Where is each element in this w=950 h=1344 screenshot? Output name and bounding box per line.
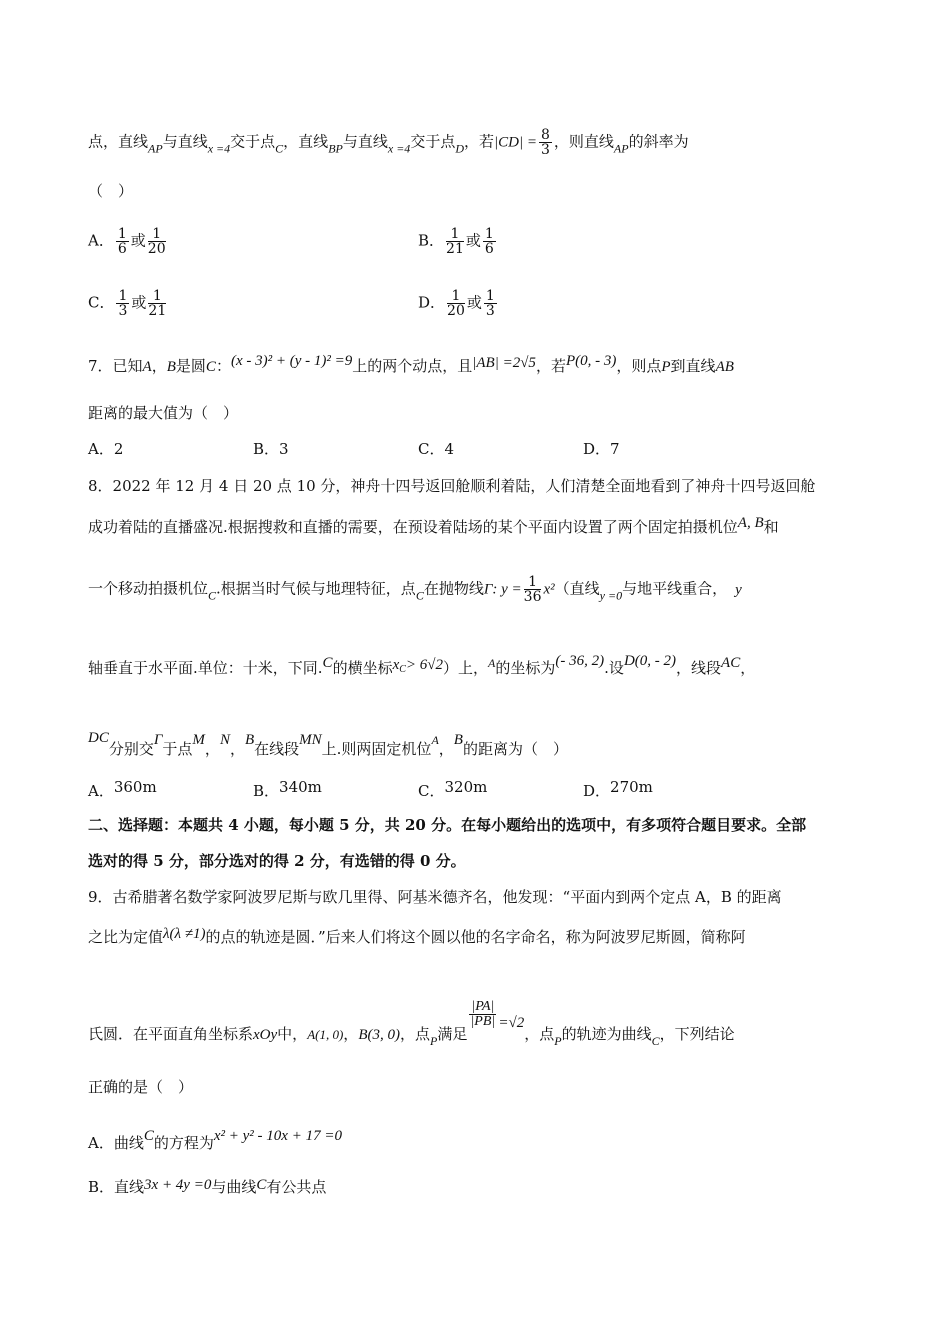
q7-option-d: D．7 bbox=[583, 440, 620, 458]
q6-option-a: A． $\frac{1}{6}$ 或 $\frac{1}{20}$ bbox=[88, 226, 166, 257]
q7-option-b: B．3 bbox=[253, 440, 289, 458]
q9-option-b: B．直线3x + 4y =0与曲线C有公共点 bbox=[88, 1177, 327, 1196]
q6-stem: 点，直线$_{AP}$与直线$_{x =4}$交于点$_C$，直线$_{BP}$与直线$_{x =4}$交于点$_D$，若|CD| = $\frac{8}{3}$ ，则直线$_{AP}$的斜率为 bbox=[88, 127, 689, 158]
q6-option-c: C． $\frac{1}{3}$ 或 $\frac{1}{21}$ bbox=[88, 288, 167, 319]
fraction-8-3: $\frac{8}{3}$ bbox=[540, 127, 550, 158]
q8-option-a: A．360m bbox=[88, 778, 157, 800]
q6-paren: （ ） bbox=[88, 182, 134, 200]
q9-line3: 氏圆．在平面直角坐标系xOy中，A(1, 0)，B(3, 0)，点$_P$满足 $\frac{|PA|}{|PB|}$ =√2，点$_P$的轨迹为曲线$_C$，下列结论 bbox=[88, 999, 735, 1048]
q7-option-a: A．2 bbox=[88, 440, 124, 458]
q8-option-d: D．270m bbox=[583, 778, 653, 800]
q8-line4: 轴垂直于水平面.单位：十米，下同.C的横坐标$x_C> 6√2$）上，$^A$的坐标为(- 36, 2).设D(0, - 2)，线段AC， bbox=[88, 653, 756, 677]
q6-option-d: D． $\frac{1}{20}$ 或 $\frac{1}{3}$ bbox=[418, 288, 495, 319]
q6-option-b: B． $\frac{1}{21}$ 或 $\frac{1}{6}$ bbox=[418, 226, 494, 257]
q9-option-a: A．曲线C的方程为x² + y² - 10x + 17 =0 bbox=[88, 1128, 342, 1152]
section2-heading-line2: 选对的得 5 分，部分选对的得 2 分，有选错的得 0 分。 bbox=[88, 852, 466, 870]
q8-line5: DC分别交Γ于点M，N，B在线段MN上.则两固定机位$^A$，B的距离为（ ） bbox=[88, 730, 568, 758]
q9-line1: 9．古希腊著名数学家阿波罗尼斯与欧几里得、阿基米德齐名，他发现：“平面内到两个定点 A，B 的距离 bbox=[88, 888, 782, 906]
q8-option-b: B．340m bbox=[253, 778, 322, 800]
q9-line4: 正确的是（ ） bbox=[88, 1078, 194, 1096]
q7-stem: 7．已知A，B是圆C：(x - 3)² + (y - 1)² =9上的两个动点，且|AB| =2√5，若P(0, - 3)，则点P到直线AB bbox=[88, 353, 734, 375]
q8-line1: 8．2022 年 12 月 4 日 20 点 10 分，神舟十四号返回舱顺利着陆，人们清楚全面地看到了神舟十四号返回舱 bbox=[88, 477, 816, 495]
q9-line2: 之比为定值λ(λ ≠1)的点的轨迹是圆．”后来人们将这个圆以他的名字命名，称为阿波罗尼斯圆，简称阿 bbox=[88, 926, 746, 946]
section2-heading-line1: 二、选择题：本题共 4 小题，每小题 5 分，共 20 分。在每小题给出的选项中，有多项符合题目要求。全部 bbox=[88, 816, 807, 834]
q7-stem-line2: 距离的最大值为（ ） bbox=[88, 404, 239, 422]
q8-line3: 一个移动拍摄机位$_C$.根据当时气候与地理特征，点$_C$在抛物线Γ: y = $\frac{1}{36}$ x²（直线$_{y =0}$与地平线重合， y bbox=[88, 574, 742, 605]
q8-line2: 成功着陆的直播盛况.根据搜救和直播的需要，在预设着陆场的某个平面内设置了两个固定拍摄机位A, B和 bbox=[88, 515, 779, 536]
q8-option-c: C．320m bbox=[418, 778, 488, 800]
q7-option-c: C．4 bbox=[418, 440, 455, 458]
